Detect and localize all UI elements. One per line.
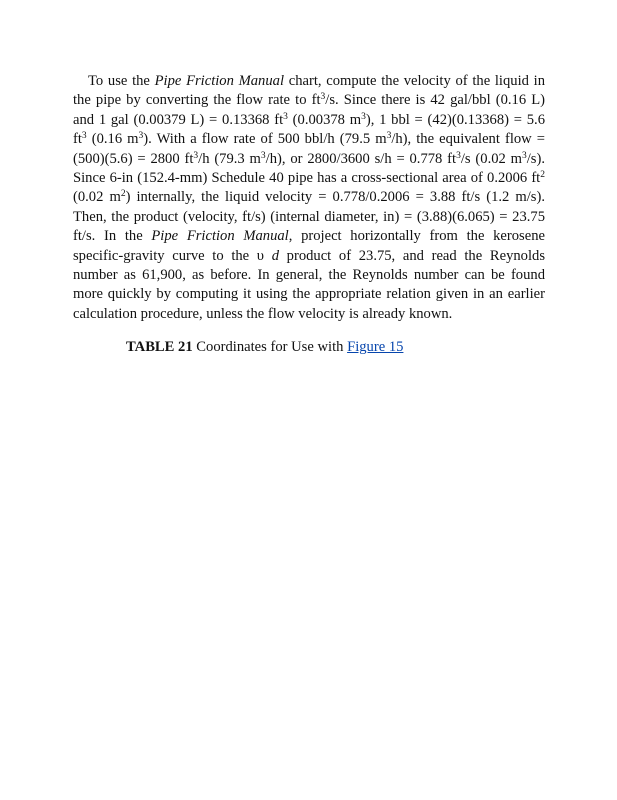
- text-run: (0.02 m: [73, 189, 121, 206]
- text-run: (0.00378 m: [287, 111, 362, 128]
- superscript: 3: [320, 92, 326, 103]
- superscript: 3: [361, 111, 366, 122]
- text-run: ) internally, the liquid velocity = 0.778/0.2006 = 3.88 ft/s (1.2 m/s). Then, the product (velocity, ft/s) (internal diameter, in) = (3.88)(6.065) = 23.75 ft/s. In the: [73, 189, 545, 245]
- text-run: , project horizontally from the kerosene specific-gravity curve to the υ: [73, 228, 545, 264]
- variable-italic: d: [271, 247, 279, 264]
- superscript: 3: [260, 150, 266, 161]
- text-run: product of 23.75, and read the Reynolds number as 61,900, as before. In general, the Reynolds number can be found more quickly by computing it using the appropriate relation given in an earlier calculation procedure, unless the flow velocity is already known.: [73, 247, 545, 322]
- superscript: 3: [522, 150, 527, 161]
- body-paragraph: [73, 72, 545, 324]
- text-run: To use the: [88, 73, 155, 89]
- table-label: TABLE 21: [126, 339, 193, 356]
- text-run: (0.16 m: [86, 131, 139, 148]
- text-run: ), 1 bbl = (42)(0.13368) = 5.6 ft: [73, 111, 546, 148]
- table-caption: [126, 338, 545, 357]
- superscript: 3: [193, 150, 199, 161]
- superscript: 3: [138, 131, 144, 142]
- text-run: /h), the equivalent flow = (500)(5.6) = 2800 ft: [73, 131, 545, 167]
- document-page: [73, 72, 545, 358]
- superscript: 3: [283, 111, 288, 122]
- book-title-italic: Pipe Friction Manual: [151, 228, 289, 245]
- superscript: 3: [386, 131, 392, 142]
- book-title-italic: Pipe Friction Manual: [154, 73, 285, 89]
- superscript: 2: [120, 189, 126, 200]
- superscript: 3: [456, 150, 461, 161]
- superscript: 3: [81, 131, 87, 142]
- text-run: /s). Since 6-in (152.4-mm) Schedule 40 pipe has a cross-sectional area of 0.2006 ft: [73, 150, 545, 187]
- text-run: chart, compute the velocity of the liquid in the pipe by converting the flow rate to ft: [73, 73, 545, 109]
- figure-link[interactable]: Figure 15: [347, 339, 404, 356]
- table-caption-text: Coordinates for Use with: [192, 339, 348, 356]
- text-run: /h (79.3 m: [198, 150, 261, 167]
- text-run: ). With a flow rate of 500 bbl/h (79.5 m: [143, 131, 387, 148]
- text-run: /h), or 2800/3600 s/h = 0.778 ft: [265, 150, 457, 167]
- text-run: /s. Since there is 42 gal/bbl (0.16 L) and 1 gal (0.00379 L) = 0.13368 ft: [73, 92, 546, 128]
- superscript: 2: [540, 170, 545, 181]
- text-run: /s (0.02 m: [460, 150, 522, 167]
